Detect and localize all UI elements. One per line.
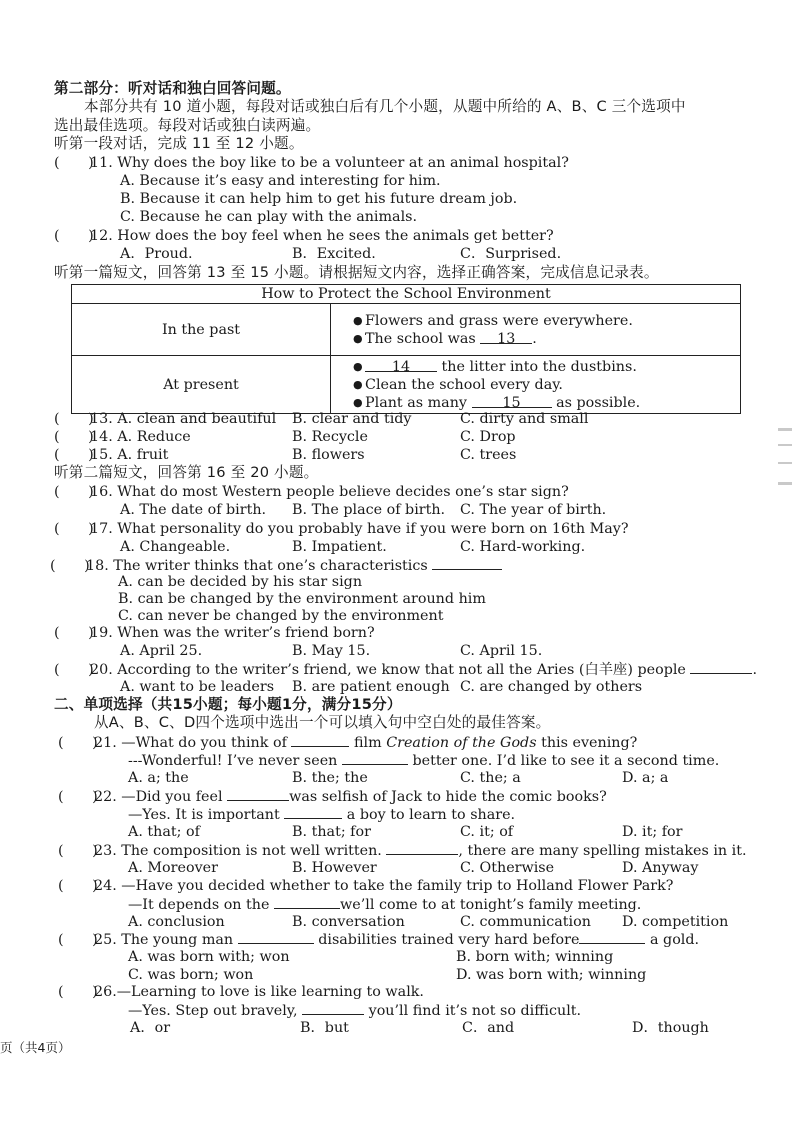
q13-option-a: 13. A. clean and beautiful [90,411,277,427]
q11-option-b: B. Because it can help him to get his future dream job. [120,191,518,207]
q17-option-a: A. Changeable. [120,539,231,555]
q24-option-d: D. competition [622,914,729,930]
q15-option-c: C. trees [460,447,517,463]
question-stem: 26.—Learning to love is like learning to walk. [94,984,424,1000]
answer-paren[interactable]: ( ) [54,625,94,641]
answer-paren[interactable]: ( ) [58,735,98,751]
q20-option-a: A. want to be leaders [120,679,275,695]
q23-option-b: B. However [292,860,377,876]
present-bullet-2: ● Clean the school every day. [365,376,740,394]
q25-option-b: B. born with; winning [456,949,614,965]
part2-intro-line2: 选出最佳选项。每段对话或独白读两遍。 [54,117,321,134]
present-bullet-3: ● Plant as many 15 as possible. [365,394,740,412]
q19-option-b: B. May 15. [292,643,371,659]
blank-15[interactable]: 15 [472,394,552,408]
q22-blank-2[interactable] [284,805,342,819]
blank-14[interactable]: 14 [365,358,437,372]
question-16 [54,483,569,501]
answer-paren[interactable]: ( ) [58,878,98,894]
q22-blank-1[interactable] [227,787,289,801]
answer-paren[interactable]: ( ) [58,984,98,1000]
q18-option-b: B. can be changed by the environment around him [118,591,486,607]
question-23: ( )23. The composition is not well written. , there are many spelling mistakes in it. [58,843,747,859]
question-26 [58,983,424,1001]
q22-line-2: —Yes. It is important a boy to learn to share. [128,807,516,823]
q21-option-d: D. a; a [622,770,669,786]
question-25: ( )25. The young man disabilities trained very hard before a gold. [58,932,700,948]
q24-line-2: —It depends on the we’ll come to at tonight’s family meeting. [128,897,642,913]
past-bullet-2: ● The school was 13 . [365,330,740,348]
q16-option-a: A. The date of birth. [120,502,267,518]
q13-option-b: B. clear and tidy [292,411,412,427]
q12-option-c: C．Surprised. [460,246,562,262]
page-footer: 页（共4页） [0,1040,71,1055]
q15-option-b: B. flowers [292,447,365,463]
q25-option-a: A. was born with; won [128,949,290,965]
answer-paren[interactable]: ( ) [54,662,94,678]
answer-paren[interactable]: ( ) [54,411,94,427]
q14-option-a: 14. A. Reduce [90,429,191,445]
question-11 [54,154,569,172]
q26-option-d: D．though [632,1020,709,1036]
info-record-table [71,284,741,414]
q24-option-c: C. communication [460,914,591,930]
q26-option-a: A．or [130,1020,171,1036]
question-14 [54,428,191,446]
q23-option-d: D. Anyway [622,860,699,876]
answer-paren[interactable]: ( ) [58,843,98,859]
q25-option-d: D. was born with; winning [456,967,647,983]
question-stem: 11. Why does the boy like to be a volunteer at an animal hospital? [90,155,569,171]
q26-line-2: —Yes. Step out bravely, you’ll find it’s not so difficult. [128,1003,582,1019]
q14-option-c: C. Drop [460,429,516,445]
q23-blank[interactable] [386,841,458,855]
passage2-instruction: 听第二篇短文，回答第 16 至 20 小题。 [54,464,319,481]
scan-edge-mark [778,462,792,464]
answer-paren[interactable]: ( ) [50,558,90,574]
q22-option-b: B. that; for [292,824,371,840]
question-19 [54,624,375,642]
q23-option-c: C. Otherwise [460,860,555,876]
row-label-present: At present [72,356,331,414]
dialog1-instruction: 听第一段对话，完成 11 至 12 小题。 [54,135,304,152]
question-20: ( )20. According to the writer’s friend, we know that not all the Aries (白羊座) people . [54,662,757,678]
q21-blank-1[interactable] [291,733,349,747]
q21-option-a: A. a; the [128,770,189,786]
question-stem: 16. What do most Western people believe decides one’s star sign? [90,484,569,500]
q13-option-c: C. dirty and small [460,411,589,427]
q21-line-2: ---Wonderful! I’ve never seen better one. I’d like to see it a second time. [128,753,720,769]
passage1-instruction: 听第一篇短文，回答第 13 至 15 小题。请根据短文内容，选择正确答案，完成信息记录表。 [54,264,659,281]
question-12 [54,227,554,245]
part3-title: 二、单项选择（共15小题；每小题1分，满分15分） [54,696,402,713]
q24-option-b: B. conversation [292,914,405,930]
answer-paren[interactable]: ( ) [58,932,98,948]
q14-option-b: B. Recycle [292,429,368,445]
q22-option-d: D. it; for [622,824,683,840]
question-stem: 18. The writer thinks that one’s characteristics [86,558,428,574]
answer-paren[interactable]: ( ) [54,155,94,171]
scan-edge-mark [778,428,792,431]
question-stem: 20. According to the writer’s friend, we know that not all the Aries (白羊座) people [90,662,686,678]
question-21: ( )21. —What do you think of film Creation of the Gods this evening? [58,735,638,751]
q26-option-b: B．but [300,1020,349,1036]
q20-option-b: B. are patient enough [292,679,450,695]
q25-blank-1[interactable] [238,930,314,944]
q16-option-b: B. The place of birth. [292,502,446,518]
row-label-past: In the past [72,304,331,356]
scan-edge-mark [778,444,792,446]
blank-13[interactable]: 13 [480,330,532,344]
answer-paren[interactable]: ( ) [54,521,94,537]
past-cell [331,304,741,356]
part3-intro: 从A、B、C、D四个选项中选出一个可以填入句中空白处的最佳答案。 [94,714,551,731]
present-cell [331,356,741,414]
q23-option-a: A. Moreover [128,860,218,876]
q15-option-a: 15. A. fruit [90,447,169,463]
q22-option-a: A. that; of [128,824,200,840]
q20-option-c: C. are changed by others [460,679,643,695]
q21-option-b: B. the; the [292,770,368,786]
q18-option-a: A. can be decided by his star sign [118,574,363,590]
question-stem: 24. —Have you decided whether to take the family trip to Holland Flower Park? [94,878,674,894]
q24-blank[interactable] [274,895,340,909]
question-15 [54,446,168,464]
q24-option-a: A. conclusion [128,914,225,930]
q12-option-a: A．Proud. [120,246,193,262]
question-stem: 19. When was the writer’s friend born? [90,625,375,641]
part2-intro-line1: 本部分共有 10 道小题，每段对话或独白后有几个小题，从题中所给的 A、B、C 三个选项中 [84,98,686,115]
answer-paren[interactable]: ( ) [58,789,98,805]
question-13 [54,410,276,428]
film-title: Creation of the Gods [386,735,537,751]
question-24 [58,877,673,895]
q26-blank[interactable] [302,1001,364,1015]
q21-blank-2[interactable] [342,751,408,765]
part2-title: 第二部分：听对话和独白回答问题。 [54,80,291,97]
q11-option-a: A. Because it’s easy and interesting for him. [120,173,441,189]
q17-option-b: B. Impatient. [292,539,387,555]
answer-paren[interactable]: ( ) [54,228,94,244]
question-stem: 12. How does the boy feel when he sees the animals get better? [90,228,554,244]
past-bullet-1: ● Flowers and grass were everywhere. [365,312,740,330]
q11-option-c: C. Because he can play with the animals. [120,209,418,225]
q21-option-c: C. the; a [460,770,521,786]
scan-edge-mark [778,482,792,485]
q19-option-a: A. April 25. [120,643,203,659]
q25-blank-2[interactable] [579,930,645,944]
q20-blank[interactable] [690,660,752,674]
q17-option-c: C. Hard-working. [460,539,586,555]
question-17 [54,520,629,538]
q22-option-c: C. it; of [460,824,514,840]
q19-option-c: C. April 15. [460,643,543,659]
q25-option-c: C. was born; won [128,967,254,983]
q12-option-b: B．Excited. [292,246,376,262]
q18-blank[interactable] [432,556,502,570]
q18-option-c: C. can never be changed by the environment [118,608,444,624]
table-title: How to Protect the School Environment [72,285,741,304]
answer-paren[interactable]: ( ) [54,447,94,463]
present-bullet-1: ● 14 the litter into the dustbins. [365,358,740,376]
q16-option-c: C. The year of birth. [460,502,607,518]
question-stem: 17. What personality do you probably have if you were born on 16th May? [90,521,629,537]
question-22: ( )22. —Did you feel was selfish of Jack to hide the comic books? [58,789,607,805]
answer-paren[interactable]: ( ) [54,429,94,445]
q26-option-c: C．and [462,1020,515,1036]
answer-paren[interactable]: ( ) [54,484,94,500]
